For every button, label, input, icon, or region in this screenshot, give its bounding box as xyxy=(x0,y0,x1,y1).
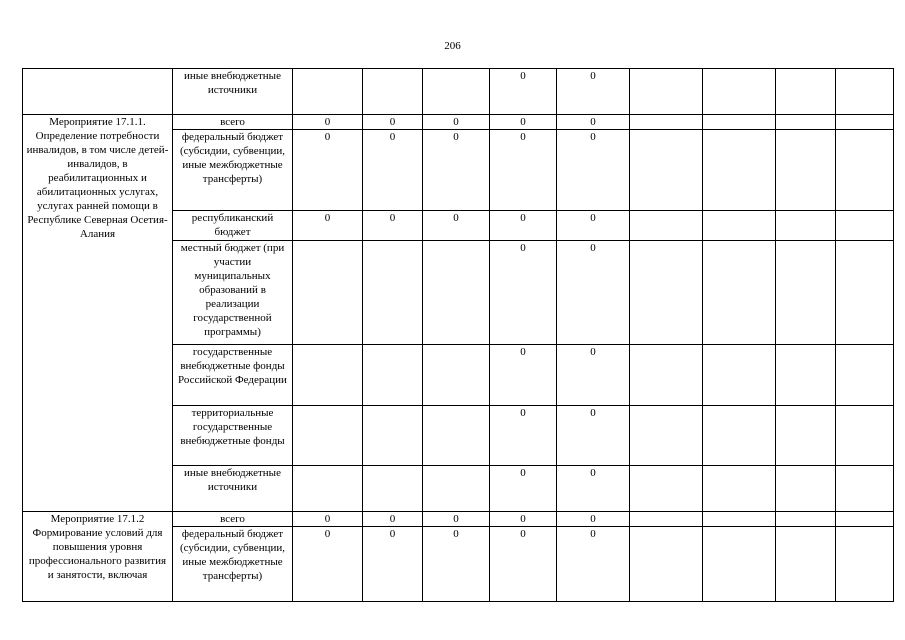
value-cell: 0 xyxy=(490,466,557,512)
value-cell xyxy=(776,69,836,115)
page-number: 206 xyxy=(444,40,461,52)
value-cell: 0 xyxy=(557,130,630,211)
value-cell: 0 xyxy=(557,115,630,130)
value-cell xyxy=(630,115,703,130)
value-cell xyxy=(703,241,776,345)
value-cell: 0 xyxy=(490,130,557,211)
value-cell xyxy=(630,345,703,406)
value-cell xyxy=(423,69,490,115)
value-cell xyxy=(836,406,894,466)
value-cell xyxy=(703,211,776,241)
value-cell xyxy=(836,211,894,241)
value-cell xyxy=(293,69,363,115)
value-cell xyxy=(703,345,776,406)
value-cell xyxy=(836,466,894,512)
value-cell: 0 xyxy=(293,512,363,527)
funding-source-cell: федеральный бюджет (субсидии, субвенции, иные межбюджетные трансферты) xyxy=(173,130,293,211)
value-cell xyxy=(836,241,894,345)
value-cell xyxy=(836,130,894,211)
value-cell xyxy=(836,69,894,115)
value-cell xyxy=(630,512,703,527)
value-cell xyxy=(836,512,894,527)
value-cell xyxy=(703,130,776,211)
value-cell: 0 xyxy=(557,241,630,345)
value-cell xyxy=(423,466,490,512)
value-cell: 0 xyxy=(363,527,423,602)
value-cell xyxy=(776,241,836,345)
value-cell: 0 xyxy=(293,115,363,130)
value-cell xyxy=(703,115,776,130)
value-cell xyxy=(776,406,836,466)
value-cell: 0 xyxy=(363,512,423,527)
event-name-cell: Мероприятие 17.1.2 Формирование условий для повышения уровня профессионального развития и занятости, включая xyxy=(23,512,173,602)
value-cell xyxy=(363,69,423,115)
value-cell: 0 xyxy=(293,211,363,241)
value-cell xyxy=(630,241,703,345)
funding-source-cell: всего xyxy=(173,115,293,130)
value-cell: 0 xyxy=(490,115,557,130)
value-cell: 0 xyxy=(557,527,630,602)
value-cell xyxy=(703,406,776,466)
value-cell xyxy=(293,345,363,406)
value-cell xyxy=(776,211,836,241)
value-cell xyxy=(630,527,703,602)
value-cell: 0 xyxy=(363,211,423,241)
value-cell xyxy=(836,527,894,602)
value-cell: 0 xyxy=(557,512,630,527)
budget-table xyxy=(22,68,894,602)
value-cell xyxy=(630,130,703,211)
value-cell xyxy=(836,115,894,130)
table-row xyxy=(23,115,894,130)
value-cell: 0 xyxy=(490,345,557,406)
value-cell: 0 xyxy=(557,211,630,241)
table-row xyxy=(23,69,894,115)
value-cell: 0 xyxy=(423,130,490,211)
value-cell xyxy=(363,406,423,466)
value-cell: 0 xyxy=(557,345,630,406)
value-cell: 0 xyxy=(490,211,557,241)
funding-source-cell: всего xyxy=(173,512,293,527)
value-cell xyxy=(423,406,490,466)
funding-source-cell: территориальные государственные внебюджетные фонды xyxy=(173,406,293,466)
value-cell xyxy=(363,345,423,406)
event-name-cell: Мероприятие 17.1.1. Определение потребности инвалидов, в том числе детей-инвалидов, в реабилитационных и абилитационных услугах, услугах ранней помощи в Республике Северная Осетия-Алания xyxy=(23,115,173,512)
value-cell xyxy=(630,69,703,115)
value-cell xyxy=(293,241,363,345)
funding-source-cell: иные внебюджетные источники xyxy=(173,69,293,115)
value-cell xyxy=(363,466,423,512)
event-name-cell xyxy=(23,69,173,115)
value-cell xyxy=(776,115,836,130)
value-cell: 0 xyxy=(363,115,423,130)
value-cell xyxy=(703,512,776,527)
value-cell: 0 xyxy=(423,211,490,241)
value-cell: 0 xyxy=(293,130,363,211)
value-cell: 0 xyxy=(423,115,490,130)
value-cell xyxy=(363,241,423,345)
value-cell: 0 xyxy=(490,527,557,602)
value-cell xyxy=(630,406,703,466)
value-cell xyxy=(293,466,363,512)
value-cell xyxy=(293,406,363,466)
value-cell: 0 xyxy=(363,130,423,211)
value-cell: 0 xyxy=(293,527,363,602)
value-cell xyxy=(836,345,894,406)
value-cell: 0 xyxy=(490,69,557,115)
table-row xyxy=(23,512,894,527)
value-cell xyxy=(423,241,490,345)
value-cell: 0 xyxy=(557,69,630,115)
value-cell: 0 xyxy=(557,406,630,466)
value-cell xyxy=(776,345,836,406)
value-cell: 0 xyxy=(557,466,630,512)
value-cell xyxy=(703,527,776,602)
value-cell: 0 xyxy=(490,406,557,466)
value-cell xyxy=(630,466,703,512)
value-cell xyxy=(776,130,836,211)
value-cell xyxy=(703,69,776,115)
value-cell xyxy=(423,345,490,406)
funding-source-cell: государственные внебюджетные фонды Российской Федерации xyxy=(173,345,293,406)
value-cell: 0 xyxy=(490,241,557,345)
funding-source-cell: местный бюджет (при участии муниципальных образований в реализации государственной программы) xyxy=(173,241,293,345)
value-cell xyxy=(630,211,703,241)
funding-source-cell: федеральный бюджет (субсидии, субвенции, иные межбюджетные трансферты) xyxy=(173,527,293,602)
funding-source-cell: иные внебюджетные источники xyxy=(173,466,293,512)
value-cell xyxy=(776,512,836,527)
value-cell: 0 xyxy=(490,512,557,527)
value-cell: 0 xyxy=(423,527,490,602)
value-cell: 0 xyxy=(423,512,490,527)
value-cell xyxy=(703,466,776,512)
value-cell xyxy=(776,466,836,512)
value-cell xyxy=(776,527,836,602)
funding-source-cell: республиканский бюджет xyxy=(173,211,293,241)
